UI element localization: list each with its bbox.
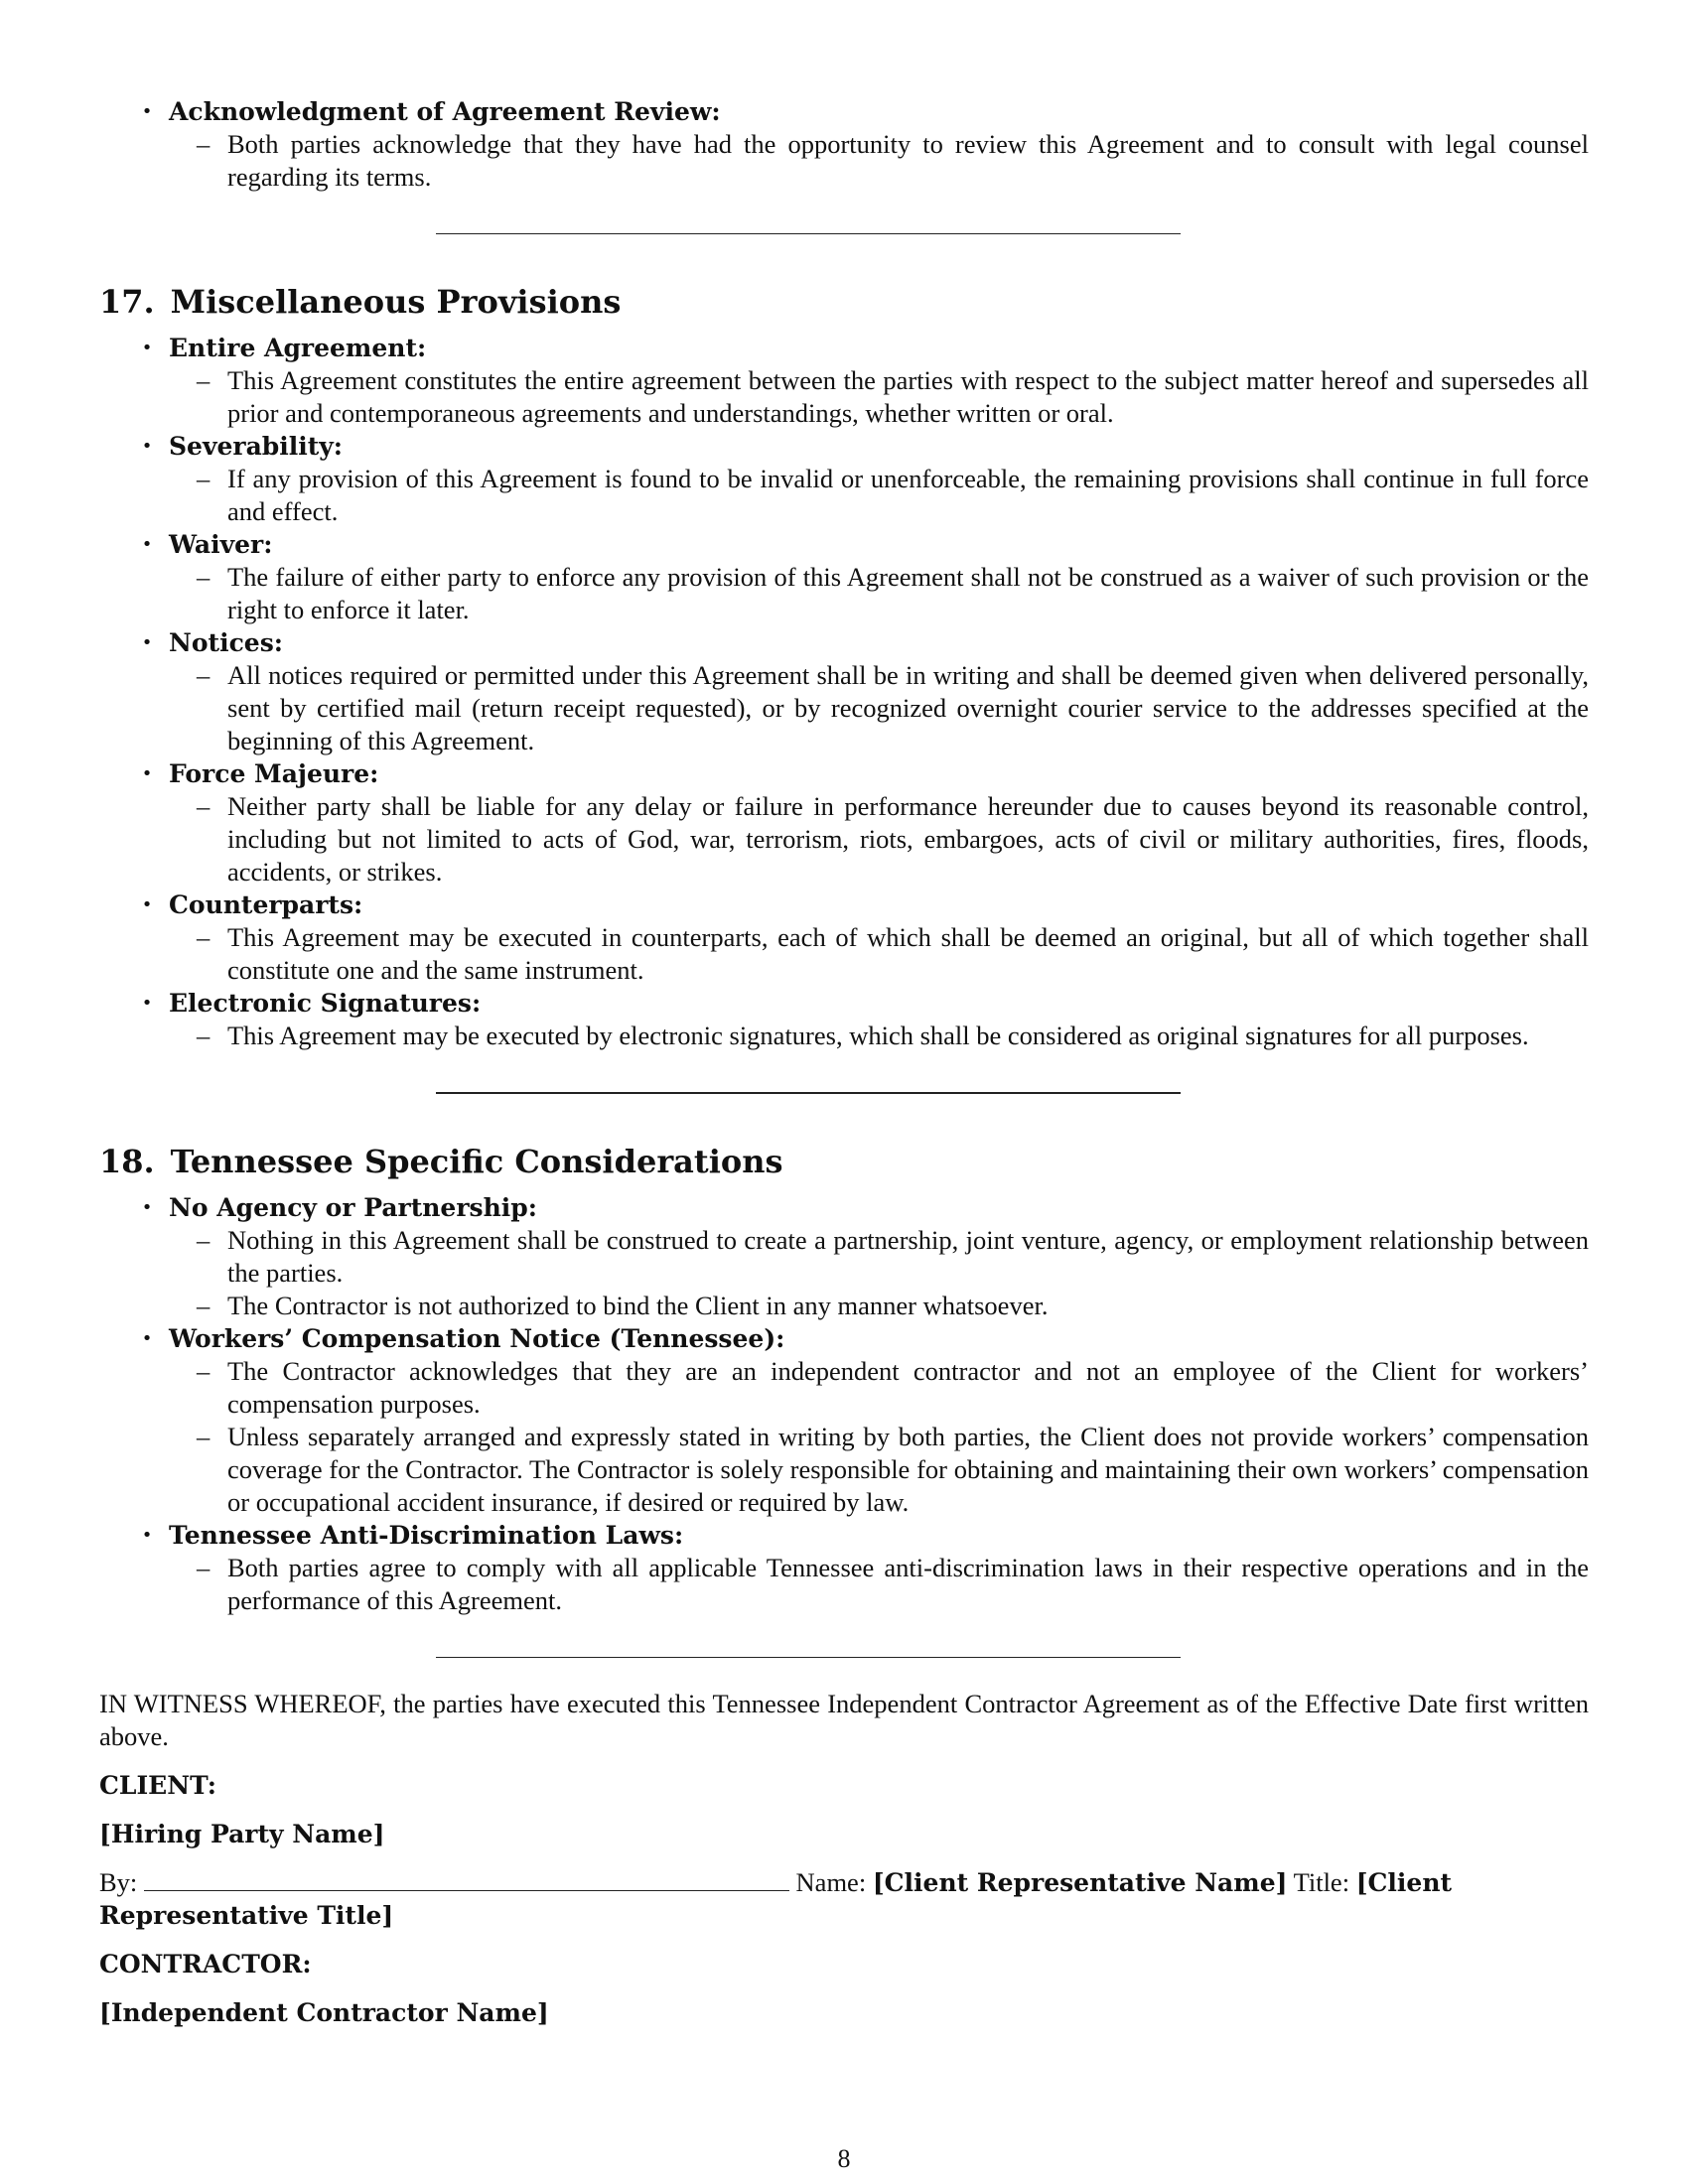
sub-item: – If any provision of this Agreement is found to be invalid or unenforceable, the remaining provisions shall continue in full force and effect. [197,464,1589,526]
bullet-icon: • [141,894,153,915]
contractor-name: [Independent Contractor Name] [99,1998,549,2027]
item-title: Workers’ Compensation Notice (Tennessee): [169,1324,785,1353]
sub-item: – Both parties acknowledge that they have had the opportunity to review this Agreement and to consult with legal counsel regarding its terms. [197,129,1589,192]
bullet-icon: • [141,1197,153,1218]
section-divider [436,1657,1181,1658]
contractor-label: CONTRACTOR: [99,1950,312,1979]
list-item [99,757,1589,888]
page-number: 8 [837,2144,851,2173]
list-item [99,1191,1589,1322]
dash-icon: – [197,1356,211,1386]
bullet-icon: • [141,1328,153,1349]
client-representative-name: [Client Representative Name] [872,1868,1288,1897]
by-label: By: [99,1867,138,1897]
bullet-icon: • [141,101,153,122]
name-label: Name: [795,1867,867,1897]
list-item [99,626,1589,757]
list-item [99,95,1589,194]
sub-item: – Unless separately arranged and expressly stated in writing by both parties, the Client does not provide workers’ compensation coverage for the Contractor. The Contractor is solely responsible for obtaining and maintaining their own workers’ compensation or occupational accident insurance, if desired or required by law. [197,1422,1589,1517]
sub-item: – The Contractor acknowledges that they are an independent contractor and not an employee of the Client for workers’ compensation purposes. [197,1356,1589,1419]
section-divider [436,233,1181,234]
item-title: Acknowledgment of Agreement Review: [169,97,721,126]
item-title: Severability: [169,432,344,461]
item-title: Force Majeure: [169,759,379,788]
item-title: Notices: [169,628,284,657]
section-17-list [99,332,1589,1052]
sub-item: – The Contractor is not authorized to bind the Client in any manner whatsoever. [197,1291,1049,1320]
signature-blank[interactable] [144,1868,789,1891]
client-label: CLIENT: [99,1771,217,1800]
sub-item: – This Agreement may be executed in counterparts, each of which shall be deemed an original, but all of which together shall constitute one and the same instrument. [197,922,1589,985]
bullet-icon: • [141,632,153,653]
sub-item: – The failure of either party to enforce any provision of this Agreement shall not be construed as a waiver of such provision or the right to enforce it later. [197,562,1589,624]
title-label: Title: [1293,1867,1350,1897]
list-item [99,332,1589,430]
list-item [99,1519,1589,1617]
dash-icon: – [197,791,211,821]
item-title: Tennessee Anti-Discrimination Laws: [169,1521,684,1550]
sub-item: – Neither party shall be liable for any delay or failure in performance hereunder due to causes beyond its reasonable control, including but not limited to acts of God, war, terrorism, riots, embargoes, acts of civil or military authorities, fires, floods, accidents, or strikes. [197,791,1589,887]
item-title: No Agency or Partnership: [169,1193,537,1222]
list-item [99,987,1589,1052]
list-item [99,528,1589,626]
section-heading-17: 17. Miscellaneous Provisions [99,283,622,321]
item-title: Waiver: [169,530,273,559]
sub-item: – This Agreement constitutes the entire agreement between the parties with respect to the subject matter hereof and supersedes all prior and contemporaneous agreements and understandings, whether written or oral. [197,365,1589,428]
item-title: Electronic Signatures: [169,989,482,1018]
bullet-icon: • [141,338,153,358]
dash-icon: – [197,1021,211,1050]
dash-icon: – [197,660,211,690]
bullet-icon: • [141,436,153,457]
dash-icon: – [197,1553,211,1582]
dash-icon: – [197,464,211,493]
dash-icon: – [197,1291,211,1320]
dash-icon: – [197,365,211,395]
dash-icon: – [197,562,211,592]
dash-icon: – [197,922,211,952]
section-heading-18: 18. Tennessee Specific Considerations [99,1143,783,1180]
section-divider [436,1092,1181,1094]
item-title: Entire Agreement: [169,334,427,362]
dash-icon: – [197,1422,211,1451]
dash-icon: – [197,129,211,159]
client-representative-title: [Client Representative Title] [99,1868,1453,1930]
sub-item: – This Agreement may be executed by electronic signatures, which shall be considered as original signatures for all purposes. [197,1021,1529,1050]
document-page [99,95,1589,2029]
dash-icon: – [197,1225,211,1255]
bullet-icon: • [141,763,153,784]
list-item [99,1322,1589,1519]
top-item-list [99,95,1589,194]
section-18-list [99,1191,1589,1617]
list-item [99,888,1589,987]
sub-item: – All notices required or permitted under this Agreement shall be in writing and shall be deemed given when delivered personally, sent by certified mail (return receipt requested), or by recognized overnight courier service to the addresses specified at the beginning of this Agreement. [197,660,1589,755]
witness-clause: IN WITNESS WHEREOF, the parties have executed this Tennessee Independent Contractor Agreement as of the Effective Date first written above. [99,1689,1589,1751]
bullet-icon: • [141,1525,153,1546]
list-item [99,430,1589,528]
sub-item: – Both parties agree to comply with all applicable Tennessee anti-discrimination laws in their respective operations and in the performance of this Agreement. [197,1553,1589,1615]
sub-item: – Nothing in this Agreement shall be construed to create a partnership, joint venture, agency, or employment relationship between the parties. [197,1225,1589,1288]
bullet-icon: • [141,534,153,555]
client-signature-line [99,1866,1589,1932]
client-name: [Hiring Party Name] [99,1820,385,1848]
item-title: Counterparts: [169,890,363,919]
bullet-icon: • [141,993,153,1014]
